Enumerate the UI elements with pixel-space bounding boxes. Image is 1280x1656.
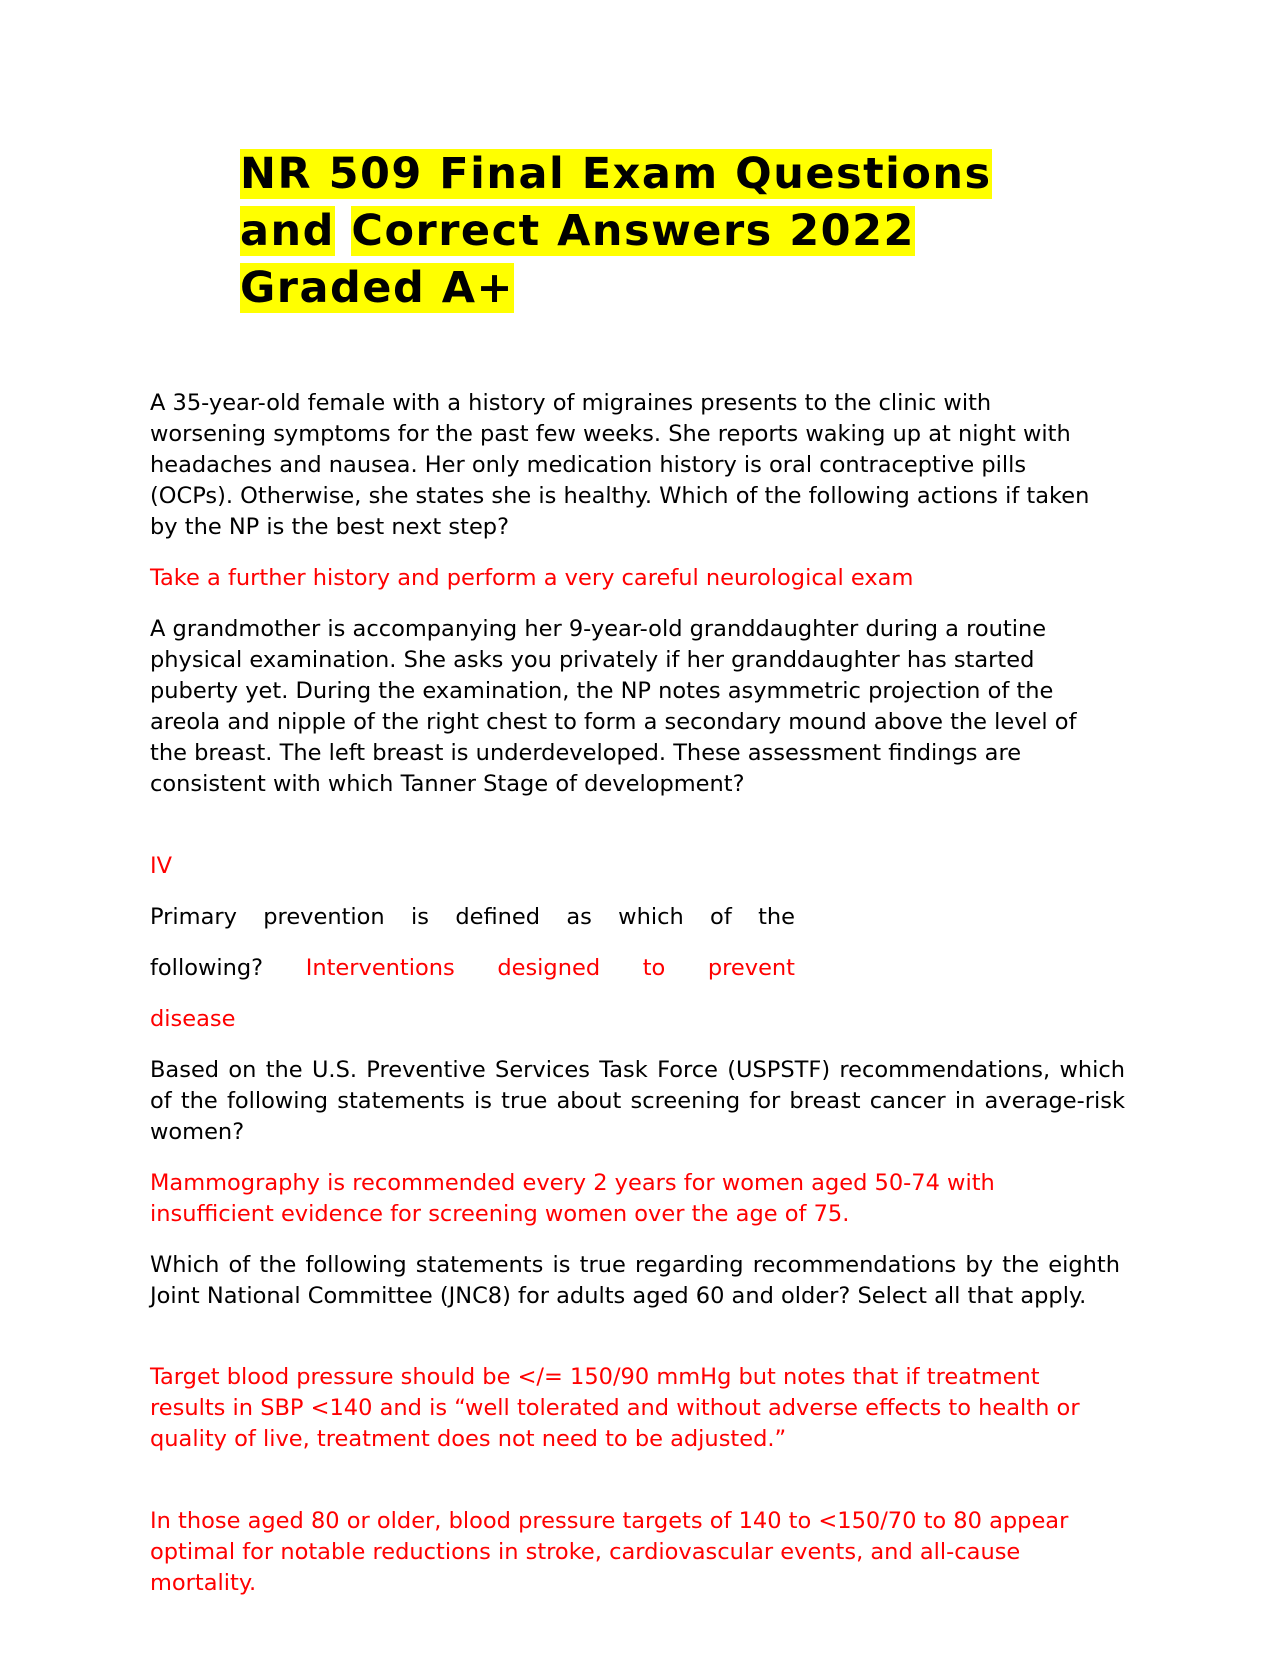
- answer-5a: Target blood pressure should be </= 150/90 mmHg but notes that if treatment results in SBP <140 and is “well tolerated and without adverse effects to health or quality of live, treatment does not need to be adjusted.”: [150, 1364, 1080, 1452]
- question-1: A 35-year-old female with a history of migraines presents to the clinic with worsening symptoms for the past few weeks. She reports waking up at night with headaches and nausea. Her only medication history is oral contraceptive pills (OCPs). Otherwise, she states she is healthy. Which of the following actions if taken by the NP is the best next step?: [150, 390, 1090, 540]
- answer-4: Mammography is recommended every 2 years for women aged 50-74 with insufficient evidence for screening women over the age of 75.: [150, 1170, 995, 1227]
- question-4: Based on the U.S. Preventive Services Task Force (USPSTF) recommendations, which of the following statements is true about screening for breast cancer in average-risk women?: [150, 1057, 1125, 1145]
- question-3-line-1: Primary prevention is defined as which of the: [150, 904, 795, 930]
- answer-2: IV: [150, 853, 173, 879]
- document-title: [240, 146, 1100, 317]
- title-line-2a: and: [240, 206, 335, 256]
- answer-5b: In those aged 80 or older, blood pressure targets of 140 to <150/70 to 80 appear optimal for notable reductions in stroke, cardiovascular events, and all-cause mortality.: [150, 1508, 1069, 1596]
- answer-3-part-1: Interventions designed to prevent: [305, 955, 795, 981]
- title-line-1: NR 509 Final Exam Questions: [240, 149, 992, 199]
- question-5: Which of the following statements is true regarding recommendations by the eighth Joint National Committee (JNC8) for adults aged 60 and older? Select all that apply.: [150, 1252, 1120, 1309]
- title-line-3: Graded A+: [240, 263, 515, 313]
- question-3-text: following?: [150, 955, 264, 981]
- answer-3-part-2: disease: [150, 1006, 236, 1032]
- question-2: A grandmother is accompanying her 9-year-old granddaughter during a routine physical examination. She asks you privately if her granddaughter has started puberty yet. During the examination, the NP notes asymmetric projection of the areola and nipple of the right chest to form a secondary mound above the level of the breast. The left breast is underdeveloped. These assessment findings are consistent with which Tanner Stage of development?: [150, 616, 1077, 797]
- answer-1: Take a further history and perform a very careful neurological exam: [150, 565, 914, 591]
- title-line-2b: Correct Answers 2022: [351, 206, 915, 256]
- question-3-line-2: [150, 953, 795, 984]
